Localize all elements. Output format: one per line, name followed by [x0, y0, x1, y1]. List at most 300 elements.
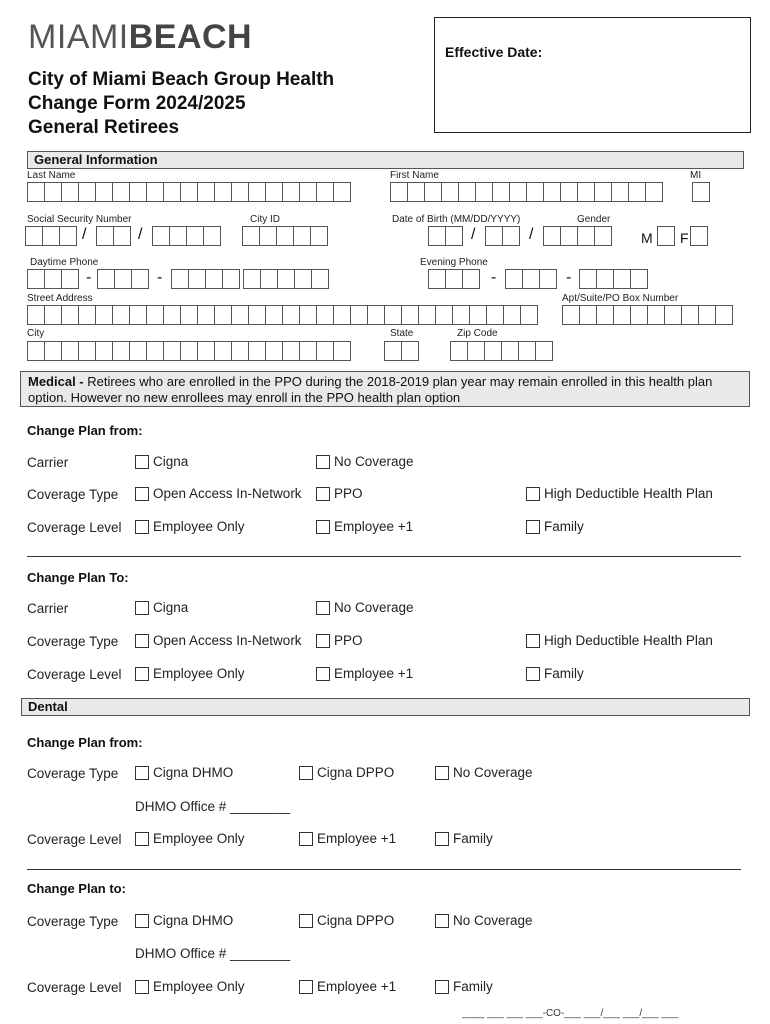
char-box[interactable] — [27, 341, 45, 361]
char-box[interactable] — [214, 341, 232, 361]
char-box[interactable] — [277, 269, 295, 289]
char-box[interactable] — [112, 305, 130, 325]
title-line-1: City of Miami Beach Group Health — [28, 69, 335, 90]
dob-slash-2: / — [529, 226, 534, 243]
medical-from-ppo-checkbox[interactable] — [316, 486, 363, 501]
char-box[interactable] — [445, 269, 463, 289]
char-box[interactable] — [265, 182, 283, 202]
dental-to-cigna-dppo-checkbox[interactable] — [299, 913, 394, 928]
char-box[interactable] — [316, 341, 334, 361]
medical-to-coverage-level-label: Coverage Level — [27, 667, 122, 682]
char-box[interactable] — [484, 341, 502, 361]
char-box[interactable] — [333, 341, 351, 361]
char-box[interactable] — [458, 182, 476, 202]
checkbox-label: Family — [544, 519, 584, 534]
dob-year-field[interactable] — [543, 226, 611, 246]
checkbox-label: Family — [453, 979, 493, 994]
char-box[interactable] — [630, 269, 648, 289]
char-box[interactable] — [657, 226, 675, 246]
char-box[interactable] — [59, 226, 77, 246]
dental-to-dhmo-office-field[interactable]: DHMO Office # ________ — [135, 946, 291, 961]
char-box[interactable] — [560, 226, 578, 246]
char-box[interactable] — [428, 269, 446, 289]
miami-beach-logo — [28, 18, 252, 57]
checkbox-label: No Coverage — [453, 913, 533, 928]
zip-label: Zip Code — [457, 328, 498, 339]
checkbox-label: Employee Only — [153, 979, 245, 994]
daytime-phone-label: Daytime Phone — [30, 257, 99, 268]
street-address-label: Street Address — [27, 293, 93, 304]
char-box[interactable] — [188, 269, 206, 289]
mi-field[interactable] — [692, 182, 709, 202]
checkbox-square[interactable] — [299, 832, 313, 846]
char-box[interactable] — [522, 269, 540, 289]
dental-to-coverage-type-label: Coverage Type — [27, 914, 119, 929]
char-box[interactable] — [197, 182, 215, 202]
daytime-ext-field[interactable] — [243, 269, 328, 289]
char-box[interactable] — [171, 269, 189, 289]
logo-text-bold: BEACH — [128, 18, 253, 56]
char-box[interactable] — [450, 341, 468, 361]
daytime-phone-line[interactable] — [171, 269, 239, 289]
checkbox-label: Cigna — [153, 454, 189, 469]
char-box[interactable] — [469, 305, 487, 325]
char-box[interactable] — [152, 226, 170, 246]
char-box[interactable] — [299, 182, 317, 202]
char-box[interactable] — [520, 305, 538, 325]
char-box[interactable] — [113, 226, 131, 246]
dob-day-field[interactable] — [485, 226, 519, 246]
medical-to-employee-only-checkbox[interactable] — [135, 666, 245, 681]
char-box[interactable] — [27, 182, 45, 202]
checkbox-square[interactable] — [135, 520, 149, 534]
char-box[interactable] — [61, 269, 79, 289]
checkbox-square[interactable] — [135, 455, 149, 469]
medical-from-employee-plus1-checkbox[interactable] — [316, 519, 413, 534]
char-box[interactable] — [44, 182, 62, 202]
checkbox-label: Employee +1 — [317, 979, 397, 994]
char-box[interactable] — [384, 341, 402, 361]
checkbox-label: No Coverage — [453, 765, 533, 780]
char-box[interactable] — [231, 182, 249, 202]
char-box[interactable] — [562, 305, 580, 325]
char-box[interactable] — [645, 182, 663, 202]
char-box[interactable] — [61, 182, 79, 202]
medical-change-to-title: Change Plan To: — [27, 570, 129, 585]
char-box[interactable] — [299, 341, 317, 361]
char-box[interactable] — [594, 226, 612, 246]
checkbox-label: Open Access In-Network — [153, 486, 302, 501]
char-box[interactable] — [61, 341, 79, 361]
state-label: State — [390, 328, 414, 339]
char-box[interactable] — [462, 269, 480, 289]
general-information-header: General Information — [27, 151, 744, 169]
checkbox-label: No Coverage — [334, 600, 414, 615]
gender-label: Gender — [577, 214, 611, 225]
char-box[interactable] — [428, 226, 446, 246]
char-box[interactable] — [467, 341, 485, 361]
char-box[interactable] — [265, 305, 283, 325]
char-box[interactable] — [282, 305, 300, 325]
checkbox-label: Cigna DPPO — [317, 913, 395, 928]
char-box[interactable] — [294, 269, 312, 289]
medical-to-cigna-checkbox[interactable] — [135, 600, 188, 615]
dental-from-cigna-dppo-checkbox[interactable] — [299, 765, 394, 780]
char-box[interactable] — [163, 182, 181, 202]
form-title — [28, 68, 334, 140]
char-box[interactable] — [526, 182, 544, 202]
char-box[interactable] — [231, 341, 249, 361]
char-box[interactable] — [401, 305, 419, 325]
char-box[interactable] — [214, 305, 232, 325]
char-box[interactable] — [543, 182, 561, 202]
title-line-3: General Retirees — [28, 117, 180, 138]
checkbox-square[interactable] — [135, 980, 149, 994]
medical-to-no-coverage-checkbox[interactable] — [316, 600, 414, 615]
char-box[interactable] — [594, 182, 612, 202]
medical-banner-text: Retirees who are enrolled in the PPO during the 2018-2019 plan year may remain enrolled in this health plan option. However no new enrollees may enroll in the PPO health plan option — [28, 374, 713, 405]
checkbox-square[interactable] — [526, 634, 540, 648]
char-box[interactable] — [248, 341, 266, 361]
medical-from-hdhp-checkbox[interactable] — [526, 486, 713, 501]
char-box[interactable] — [299, 305, 317, 325]
char-box[interactable] — [265, 341, 283, 361]
char-box[interactable] — [78, 182, 96, 202]
char-box[interactable] — [452, 305, 470, 325]
char-box[interactable] — [163, 305, 181, 325]
char-box[interactable] — [492, 182, 510, 202]
checkbox-square[interactable] — [135, 667, 149, 681]
char-box[interactable] — [163, 341, 181, 361]
char-box[interactable] — [61, 305, 79, 325]
ssn-field-part2[interactable] — [96, 226, 130, 246]
char-box[interactable] — [259, 226, 277, 246]
medical-from-coverage-level-label: Coverage Level — [27, 520, 122, 535]
char-box[interactable] — [390, 182, 408, 202]
char-box[interactable] — [692, 182, 710, 202]
char-box[interactable] — [681, 305, 699, 325]
checkbox-label: Cigna DHMO — [153, 765, 234, 780]
apt-label: Apt/Suite/PO Box Number — [562, 293, 679, 304]
checkbox-label: Cigna — [153, 600, 189, 615]
char-box[interactable] — [27, 269, 45, 289]
char-box[interactable] — [243, 269, 261, 289]
char-box[interactable] — [630, 305, 648, 325]
medical-from-coverage-type-label: Coverage Type — [27, 487, 119, 502]
char-box[interactable] — [333, 305, 351, 325]
char-box[interactable] — [276, 226, 294, 246]
dental-to-no-coverage-checkbox[interactable] — [435, 913, 533, 928]
char-box[interactable] — [435, 305, 453, 325]
char-box[interactable] — [95, 305, 113, 325]
char-box[interactable] — [78, 305, 96, 325]
char-box[interactable] — [169, 226, 187, 246]
char-box[interactable] — [129, 305, 147, 325]
apt-field[interactable] — [562, 305, 732, 325]
char-box[interactable] — [180, 305, 198, 325]
char-box[interactable] — [596, 305, 614, 325]
ssn-label: Social Security Number — [27, 214, 132, 225]
char-box[interactable] — [698, 305, 716, 325]
char-box[interactable] — [539, 269, 557, 289]
checkbox-label: PPO — [334, 633, 363, 648]
char-box[interactable] — [311, 269, 329, 289]
first-name-label: First Name — [390, 170, 439, 181]
char-box[interactable] — [424, 182, 442, 202]
checkbox-square[interactable] — [135, 914, 149, 928]
checkbox-square[interactable] — [299, 980, 313, 994]
gender-m-label: M — [641, 230, 653, 246]
char-box[interactable] — [579, 305, 597, 325]
dental-from-coverage-type-label: Coverage Type — [27, 766, 119, 781]
checkbox-square[interactable] — [316, 601, 330, 615]
char-box[interactable] — [293, 226, 311, 246]
char-box[interactable] — [518, 341, 536, 361]
checkbox-square[interactable] — [526, 667, 540, 681]
ssn-field-part1[interactable] — [25, 226, 76, 246]
medical-to-coverage-type-label: Coverage Type — [27, 634, 119, 649]
checkbox-label: No Coverage — [334, 454, 414, 469]
char-box[interactable] — [231, 305, 249, 325]
char-box[interactable] — [350, 305, 368, 325]
checkbox-label: Employee Only — [153, 831, 245, 846]
char-box[interactable] — [146, 182, 164, 202]
char-box[interactable] — [95, 182, 113, 202]
char-box[interactable] — [596, 269, 614, 289]
dental-to-cigna-dhmo-checkbox[interactable] — [135, 913, 233, 928]
checkbox-square[interactable] — [135, 766, 149, 780]
dental-from-dhmo-office-field[interactable]: DHMO Office # ________ — [135, 799, 291, 814]
char-box[interactable] — [502, 226, 520, 246]
evening-phone-label: Evening Phone — [420, 257, 488, 268]
char-box[interactable] — [180, 182, 198, 202]
char-box[interactable] — [316, 182, 334, 202]
city-id-field[interactable] — [242, 226, 327, 246]
medical-to-employee-plus1-checkbox[interactable] — [316, 666, 413, 681]
char-box[interactable] — [401, 341, 419, 361]
char-box[interactable] — [282, 182, 300, 202]
char-box[interactable] — [715, 305, 733, 325]
medical-banner — [20, 371, 750, 407]
medical-from-cigna-checkbox[interactable] — [135, 454, 188, 469]
checkbox-square[interactable] — [435, 914, 449, 928]
char-box[interactable] — [501, 341, 519, 361]
medical-to-hdhp-checkbox[interactable] — [526, 633, 713, 648]
char-box[interactable] — [197, 305, 215, 325]
char-box[interactable] — [486, 305, 504, 325]
char-box[interactable] — [418, 305, 436, 325]
evening-phone-line[interactable] — [579, 269, 647, 289]
daytime-dash-1: - — [86, 269, 92, 286]
char-box[interactable] — [407, 182, 425, 202]
char-box[interactable] — [333, 182, 351, 202]
dental-to-family-checkbox[interactable] — [435, 979, 493, 994]
checkbox-square[interactable] — [299, 766, 313, 780]
char-box[interactable] — [146, 305, 164, 325]
checkbox-square[interactable] — [435, 832, 449, 846]
char-box[interactable] — [114, 269, 132, 289]
dob-month-field[interactable] — [428, 226, 462, 246]
checkbox-square[interactable] — [316, 520, 330, 534]
dental-divider — [27, 869, 741, 870]
char-box[interactable] — [579, 269, 597, 289]
char-box[interactable] — [690, 226, 708, 246]
checkbox-label: PPO — [334, 486, 363, 501]
char-box[interactable] — [613, 269, 631, 289]
dob-label: Date of Birth (MM/DD/YYYY) — [392, 214, 521, 225]
char-box[interactable] — [129, 341, 147, 361]
char-box[interactable] — [647, 305, 665, 325]
first-name-field[interactable] — [390, 182, 662, 202]
char-box[interactable] — [441, 182, 459, 202]
medical-from-open-access-checkbox[interactable] — [135, 486, 302, 501]
checkbox-label: High Deductible Health Plan — [544, 633, 713, 648]
char-box[interactable] — [197, 341, 215, 361]
char-box[interactable] — [131, 269, 149, 289]
char-box[interactable] — [242, 226, 260, 246]
char-box[interactable] — [509, 182, 527, 202]
checkbox-label: Employee +1 — [317, 831, 397, 846]
char-box[interactable] — [367, 305, 385, 325]
char-box[interactable] — [628, 182, 646, 202]
state-field[interactable] — [384, 341, 418, 361]
char-box[interactable] — [485, 226, 503, 246]
city-field[interactable] — [27, 341, 350, 361]
char-box[interactable] — [27, 305, 45, 325]
checkbox-square[interactable] — [316, 667, 330, 681]
char-box[interactable] — [112, 341, 130, 361]
logo-text-light: MIAMI — [28, 18, 129, 56]
char-box[interactable] — [505, 269, 523, 289]
char-box[interactable] — [535, 341, 553, 361]
dental-to-employee-plus1-checkbox[interactable] — [299, 979, 396, 994]
medical-divider — [27, 556, 741, 557]
checkbox-label: Employee Only — [153, 519, 245, 534]
char-box[interactable] — [203, 226, 221, 246]
char-box[interactable] — [282, 341, 300, 361]
ssn-slash-2: / — [138, 226, 143, 243]
checkbox-square[interactable] — [526, 520, 540, 534]
char-box[interactable] — [44, 269, 62, 289]
last-name-field[interactable] — [27, 182, 350, 202]
gender-m-box[interactable] — [657, 226, 674, 246]
checkbox-square[interactable] — [435, 766, 449, 780]
checkbox-square[interactable] — [135, 601, 149, 615]
dental-from-employee-plus1-checkbox[interactable] — [299, 831, 396, 846]
char-box[interactable] — [95, 341, 113, 361]
evening-phone-prefix[interactable] — [505, 269, 556, 289]
ssn-field-part3[interactable] — [152, 226, 220, 246]
char-box[interactable] — [260, 269, 278, 289]
char-box[interactable] — [78, 341, 96, 361]
char-box[interactable] — [96, 226, 114, 246]
char-box[interactable] — [25, 226, 43, 246]
checkbox-square[interactable] — [316, 487, 330, 501]
zip-field[interactable] — [450, 341, 552, 361]
daytime-phone-prefix[interactable] — [97, 269, 148, 289]
dental-from-cigna-dhmo-checkbox[interactable] — [135, 765, 233, 780]
char-box[interactable] — [248, 182, 266, 202]
dental-to-employee-only-checkbox[interactable] — [135, 979, 245, 994]
medical-to-open-access-checkbox[interactable] — [135, 633, 302, 648]
char-box[interactable] — [42, 226, 60, 246]
char-box[interactable] — [97, 269, 115, 289]
char-box[interactable] — [310, 226, 328, 246]
dob-slash-1: / — [471, 226, 476, 243]
char-box[interactable] — [205, 269, 223, 289]
medical-from-family-checkbox[interactable] — [526, 519, 584, 534]
checkbox-square[interactable] — [135, 832, 149, 846]
evening-dash-1: - — [491, 269, 497, 286]
dental-from-employee-only-checkbox[interactable] — [135, 831, 245, 846]
char-box[interactable] — [44, 305, 62, 325]
dental-header: Dental — [21, 698, 750, 716]
char-box[interactable] — [186, 226, 204, 246]
char-box[interactable] — [222, 269, 240, 289]
checkbox-label: Employee +1 — [334, 666, 414, 681]
dental-to-coverage-level-label: Coverage Level — [27, 980, 122, 995]
checkbox-label: Employee Only — [153, 666, 245, 681]
char-box[interactable] — [180, 341, 198, 361]
medical-from-no-coverage-checkbox[interactable] — [316, 454, 414, 469]
medical-to-carrier-label: Carrier — [27, 601, 69, 616]
checkbox-square[interactable] — [316, 455, 330, 469]
checkbox-square[interactable] — [135, 634, 149, 648]
char-box[interactable] — [112, 182, 130, 202]
dental-from-family-checkbox[interactable] — [435, 831, 493, 846]
checkbox-square[interactable] — [135, 487, 149, 501]
checkbox-label: Family — [544, 666, 584, 681]
char-box[interactable] — [146, 341, 164, 361]
checkbox-square[interactable] — [526, 487, 540, 501]
char-box[interactable] — [475, 182, 493, 202]
char-box[interactable] — [44, 341, 62, 361]
char-box[interactable] — [214, 182, 232, 202]
char-box[interactable] — [129, 182, 147, 202]
char-box[interactable] — [577, 226, 595, 246]
daytime-dash-2: - — [157, 269, 163, 286]
medical-to-family-checkbox[interactable] — [526, 666, 584, 681]
checkbox-label: Open Access In-Network — [153, 633, 302, 648]
char-box[interactable] — [577, 182, 595, 202]
char-box[interactable] — [560, 182, 578, 202]
street-address-field[interactable] — [27, 305, 537, 325]
mi-label: MI — [690, 170, 702, 181]
char-box[interactable] — [543, 226, 561, 246]
char-box[interactable] — [384, 305, 402, 325]
char-box[interactable] — [611, 182, 629, 202]
evening-phone-area[interactable] — [428, 269, 479, 289]
checkbox-square[interactable] — [316, 634, 330, 648]
char-box[interactable] — [503, 305, 521, 325]
effective-date-box[interactable] — [434, 17, 751, 133]
char-box[interactable] — [248, 305, 266, 325]
checkbox-square[interactable] — [299, 914, 313, 928]
checkbox-label: Cigna DHMO — [153, 913, 234, 928]
daytime-phone-area[interactable] — [27, 269, 78, 289]
char-box[interactable] — [613, 305, 631, 325]
city-label: City — [27, 328, 45, 339]
medical-from-employee-only-checkbox[interactable] — [135, 519, 245, 534]
medical-to-ppo-checkbox[interactable] — [316, 633, 363, 648]
gender-f-box[interactable] — [690, 226, 707, 246]
char-box[interactable] — [445, 226, 463, 246]
char-box[interactable] — [664, 305, 682, 325]
gender-f-label: F — [680, 230, 689, 246]
dental-from-no-coverage-checkbox[interactable] — [435, 765, 533, 780]
checkbox-square[interactable] — [435, 980, 449, 994]
char-box[interactable] — [316, 305, 334, 325]
